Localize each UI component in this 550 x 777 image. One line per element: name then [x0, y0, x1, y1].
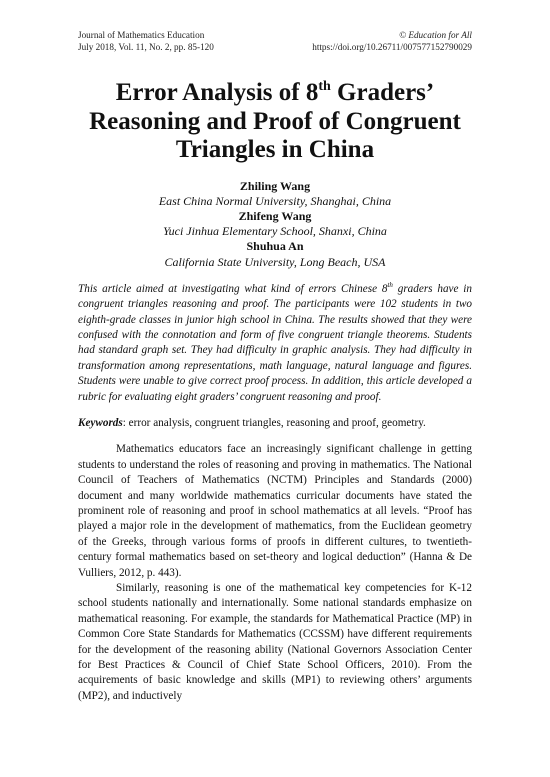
title-line-1-pre: Error Analysis of 8 [115, 79, 319, 106]
journal-name: Journal of Mathematics Education [78, 30, 205, 40]
abstract-text-post: graders have in congruent triangles reasoning and proof. The participants were 102 students in two eighth-grade classes in junior high school in China. The results showed that they were confused with the connotation and form of five congruent triangle theorems. Students had standard graph set. They had difficulty in graphic analysis. They had difficulty in transformation among representations, math language, natural language and figures. Students were unable to give correct proof process. In addition, this article developed a rubric for evaluating eight graders’ congruent reasoning and proof. [78, 282, 472, 403]
running-header [78, 30, 472, 53]
doi-link[interactable]: https://doi.org/10.26711/007577152790029 [312, 41, 472, 52]
abstract-superscript: th [387, 280, 393, 289]
title-line-2: Reasoning and Proof of Congruent [89, 107, 461, 135]
author-name: Zhifeng Wang [238, 208, 312, 223]
header-left [78, 30, 214, 53]
title-line-3: Triangles in China [175, 136, 375, 163]
author-name: Zhiling Wang [239, 178, 311, 193]
header-right [312, 30, 472, 53]
keywords-text: : error analysis, congruent triangles, reasoning and proof, geometry. [122, 416, 426, 429]
abstract-text-pre: This article aimed at investigating what kind of errors Chinese 8 [78, 282, 388, 295]
copyright-notice: © Education for All [399, 30, 472, 40]
title-line-1-post: Graders’ [330, 79, 435, 106]
author-affiliation: Yuci Jinhua Elementary School, Shanxi, China [163, 224, 387, 239]
author-name: Shuhua An [246, 239, 304, 254]
keywords [78, 416, 472, 431]
keywords-label: Keywords [78, 416, 123, 429]
author-affiliation: California State University, Long Beach, USA [164, 254, 386, 269]
author-block [78, 179, 472, 270]
body-paragraph: Mathematics educators face an increasingly significant challenge in getting students to understand the roles of reasoning and proving in mathematics. The National Council of Teachers of Mathematics (NCTM) Principles and Standards (2000) document and many worldwide mathematics curricular documents have stated the prominent role of reasoning and proof in school mathematics at all levels. “Proof has played a major role in the development of mathematics, from the Euclidean geometry of the Greeks, through various forms of proofs in different cultures, to twentieth-century formal mathematics based on set-theory and logical deduction” (Hanna & De Vulliers, 2012, p. 443). [78, 443, 472, 579]
author-affiliation: East China Normal University, Shanghai, China [158, 193, 392, 208]
abstract [78, 282, 472, 405]
article-title [78, 79, 472, 165]
title-superscript: th [318, 79, 331, 94]
body-paragraph: Similarly, reasoning is one of the mathematical key competencies for K-12 school students nationally and internationally. Some national standards emphasize on mathematical reasoning. For example, the standards for Mathematical Practice (MP) in Common Core State Standards for Mathematics (CCSSM) have different requirements for the development of the reasoning ability (National Governors Association Center for Best Practices & Council of Chief State School Officers, 2010). From the acquirements of basic knowledge and skills (MP1) to reviewing others’ arguments (MP2), and inductively [78, 582, 472, 702]
title-line-1 [78, 79, 472, 108]
issue-info: July 2018, Vol. 11, No. 2, pp. 85-120 [78, 41, 214, 52]
